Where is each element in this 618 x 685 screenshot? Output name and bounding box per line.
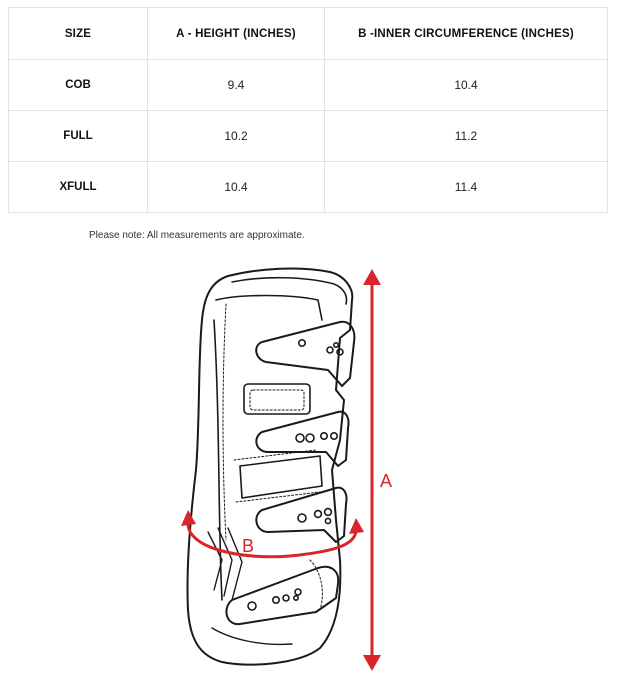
height-cell: 10.2 xyxy=(148,111,325,162)
boot-panel-middle xyxy=(240,456,322,498)
size-cell: COB xyxy=(9,60,148,111)
boot-bottom-trim xyxy=(212,628,292,644)
boot-strap-4 xyxy=(226,567,338,624)
boot-illustration xyxy=(187,269,354,665)
measurement-note: Please note: All measurements are approximate. xyxy=(89,230,305,241)
boot-measurement-diagram xyxy=(170,262,410,677)
arrow-head-up xyxy=(363,269,381,285)
header-circumference: B -INNER CIRCUMFERENCE (INCHES) xyxy=(325,8,608,60)
table-row xyxy=(9,162,608,213)
circumference-cell: 11.4 xyxy=(325,162,608,213)
height-cell: 10.4 xyxy=(148,162,325,213)
arrow-head-right xyxy=(349,518,364,534)
circumference-cell: 10.4 xyxy=(325,60,608,111)
table-row xyxy=(9,60,608,111)
header-height: A - HEIGHT (INCHES) xyxy=(148,8,325,60)
arrow-head-down xyxy=(363,655,381,671)
label-a: A xyxy=(380,471,393,491)
boot-chevron-detail xyxy=(208,528,242,600)
table-row xyxy=(9,111,608,162)
strap-holes xyxy=(248,340,343,610)
size-chart-table xyxy=(8,7,608,213)
size-cell: FULL xyxy=(9,111,148,162)
height-arrow xyxy=(363,269,381,671)
boot-panel-upper-inner xyxy=(250,390,304,410)
circumference-cell: 11.2 xyxy=(325,111,608,162)
boot-top-cuff xyxy=(232,278,347,304)
table-header-row xyxy=(9,8,608,60)
size-cell: XFULL xyxy=(9,162,148,213)
label-b: B xyxy=(242,536,255,556)
arrow-head-left xyxy=(181,510,196,526)
boot-outline xyxy=(187,269,352,665)
header-size: SIZE xyxy=(9,8,148,60)
height-cell: 9.4 xyxy=(148,60,325,111)
